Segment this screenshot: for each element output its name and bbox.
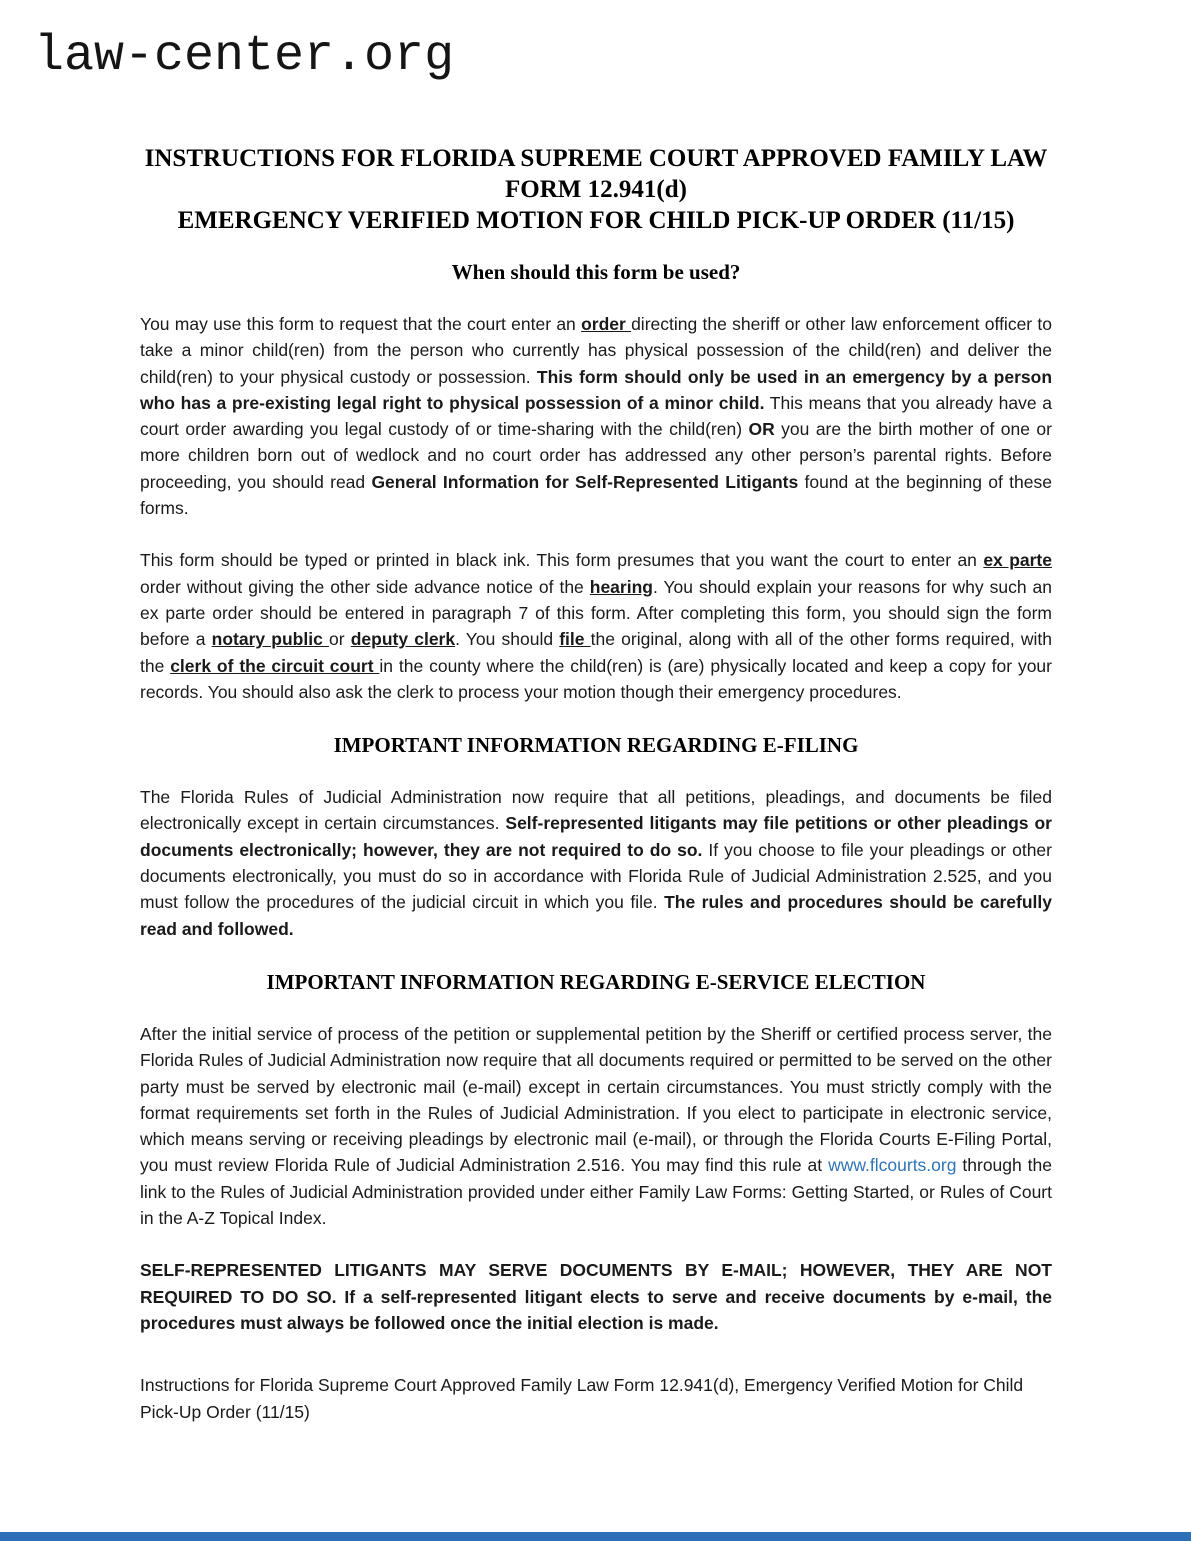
text-segment: . You should xyxy=(455,629,560,650)
paragraph-when-used-2 xyxy=(140,547,1052,705)
text-segment: ex parte xyxy=(983,550,1052,571)
text-segment: . You should explain your reasons for why such an ex parte order should be entered in paragraph 7 of this form. After completing this form, you should sign the form before a xyxy=(140,576,1053,650)
text-segment: This form should be typed or printed in black ink. This form presumes that you want the court to enter an xyxy=(140,550,984,571)
paragraph-eservice xyxy=(140,1021,1052,1231)
bottom-bar xyxy=(0,1532,1191,1541)
paragraph-efiling xyxy=(140,784,1052,942)
text-segment: SELF-REPRESENTED LITIGANTS MAY SERVE DOCUMENTS BY E-MAIL; HOWEVER, THEY ARE NOT REQUIRED TO DO SO. If a self-represented litigant elects to serve and receive documents by e-mail, the procedures must always be followed once the initial election is made. xyxy=(140,1260,1052,1333)
heading-when-used: When should this form be used? xyxy=(451,260,741,284)
document-content xyxy=(140,143,1052,1426)
text-segment: directing the sheriff or other law enforcement officer to take a minor child(ren) from the person who currently has physical possession of the child(ren) and deliver the child(ren) to your physical custody or possession. xyxy=(140,314,1052,387)
title-line-3: EMERGENCY VERIFIED MOTION FOR CHILD PICK-UP ORDER (11/15) xyxy=(177,207,1015,234)
text-segment: file xyxy=(559,629,591,650)
text-segment: OR xyxy=(748,419,775,440)
text-segment: you are the birth mother of one or more children born out of wedlock and no court order has addressed any other person’s parental rights. Before proceeding, you should read xyxy=(140,419,1052,492)
text-segment: If you choose to file your pleadings or other documents electronically, you must do so in accordance with Florida Rule of Judicial Administration 2.525, and you must follow the procedures of the judicial circuit in which you file. xyxy=(140,839,1052,913)
paragraph-self-represented xyxy=(140,1257,1052,1336)
text-segment: General Information for Self-Represented Litigants xyxy=(371,471,799,492)
footer-note: Instructions for Florida Supreme Court Approved Family Law Form 12.941(d), Emergency Verified Motion for Child Pick-Up Order (11/15) xyxy=(140,1375,1024,1423)
text-segment: notary public xyxy=(211,629,329,650)
document-title xyxy=(140,143,1052,236)
text-segment: After the initial service of process of the petition or supplemental petition by the Sheriff or certified process server, the Florida Rules of Judicial Administration now require that all documents required or permitted to be served on the other party must be served by electronic mail (e-mail) except in certain circumstances. You must strictly comply with the format requirements set forth in the Rules of Judicial Administration. If you elect to participate in electronic service, which means serving or receiving pleadings by electronic mail (e-mail), or through the Florida Courts E-Filing Portal, you must review Florida Rule of Judicial Administration 2.516. You may find this rule at xyxy=(140,1023,1052,1176)
text-segment: hearing xyxy=(589,576,653,597)
text-segment: in the county where the child(ren) is (are) physically located and keep a copy for your records. You should also ask the clerk to process your motion though their emergency procedures. xyxy=(140,655,1052,702)
text-segment: The rules and procedures should be carefully read and followed. xyxy=(140,892,1052,939)
text-segment: This means that you already have a court order awarding you legal custody of or time-sharing with the child(ren) xyxy=(140,392,1052,440)
text-segment: or xyxy=(329,629,351,650)
text-segment: clerk of the circuit court xyxy=(170,655,380,676)
text-segment: The Florida Rules of Judicial Administration now require that all petitions, pleadings, and documents be filed electronically except in certain circumstances. xyxy=(140,787,1052,834)
text-segment: the original, along with all of the other forms required, with the xyxy=(140,629,1052,676)
flcourts-link[interactable]: www.flcourts.org xyxy=(828,1155,957,1176)
text-segment: found at the beginning of these forms. xyxy=(140,471,1052,519)
title-line-2: FORM 12.941(d) xyxy=(505,176,687,203)
title-line-1: INSTRUCTIONS FOR FLORIDA SUPREME COURT APPROVED FAMILY LAW xyxy=(144,145,1048,172)
paragraph-when-used-1 xyxy=(140,311,1052,521)
heading-eservice: IMPORTANT INFORMATION REGARDING E-SERVICE ELECTION xyxy=(266,969,926,994)
text-segment: through the link to the Rules of Judicial Administration provided under either Family Law Forms: Getting Started, or Rules of Court in the A-Z Topical Index. xyxy=(140,1155,1052,1229)
site-logo: law-center.org xyxy=(34,28,455,85)
text-segment: order xyxy=(581,314,632,334)
text-segment: deputy clerk xyxy=(350,629,456,650)
text-segment: You may use this form to request that the court enter an xyxy=(140,314,582,334)
text-segment: This form should only be used in an emergency by a person who has a pre-existing legal right to physical possession of a minor child. xyxy=(140,366,1053,413)
text-segment: Self-represented litigants may file petitions or other pleadings or documents electronically; however, they are not required to do so. xyxy=(140,813,1052,860)
heading-efiling: IMPORTANT INFORMATION REGARDING E-FILING xyxy=(333,733,859,758)
text-segment: order without giving the other side advance notice of the xyxy=(140,576,590,597)
